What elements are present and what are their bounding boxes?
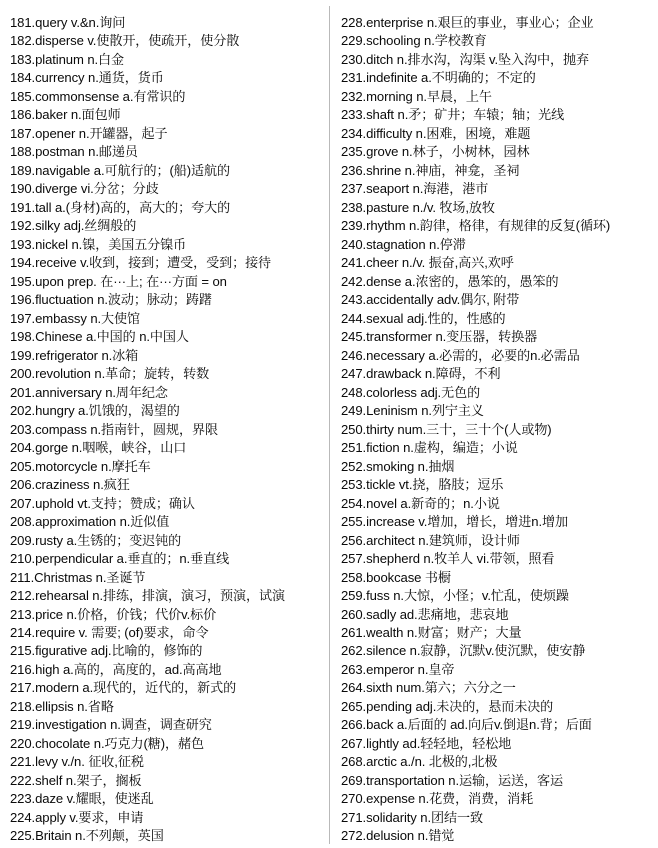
list-item: 255.increase v.增加，增长，增进n.增加 — [341, 514, 568, 530]
list-item: 195.upon prep. 在···上; 在···方面 = on — [10, 273, 227, 289]
list-item: 261.wealth n.财富；财产；大量 — [341, 624, 522, 640]
list-item: 259.fuss n.大惊，小怪；v.忙乱，使烦躁 — [341, 588, 569, 604]
list-item: 198.Chinese a.中国的 n.中国人 — [10, 329, 189, 345]
list-item: 246.necessary a.必需的，必要的n.必需品 — [341, 347, 580, 363]
list-item: 215.figurative adj.比喻的，修饰的 — [10, 643, 203, 659]
list-item: 205.motorcycle n.摩托车 — [10, 458, 151, 474]
left-column — [10, 12, 329, 844]
list-item: 213.price n.价格，价钱；代价v.标价 — [10, 606, 217, 622]
list-item: 258.bookcase 书橱 — [341, 569, 451, 585]
list-item: 196.fluctuation n.波动；脉动；踌躇 — [10, 292, 212, 308]
list-item: 240.stagnation n.停滞 — [341, 236, 466, 252]
list-item: 214.require v. 需要; (of)要求，命令 — [10, 624, 209, 640]
list-item: 249.Leninism n.列宁主义 — [341, 403, 484, 419]
list-item: 192.silky adj.丝绸般的 — [10, 218, 137, 234]
list-item: 234.difficulty n.困难，困境，难题 — [341, 125, 531, 141]
list-item: 267.lightly ad.轻轻地，轻松地 — [341, 735, 512, 751]
list-item: 263.emperor n.皇帝 — [341, 661, 455, 677]
list-item: 182.disperse v.使散开，使疏开，使分散 — [10, 33, 240, 49]
list-item: 257.shepherd n.牧羊人 vi.带领，照看 — [341, 551, 555, 567]
list-item: 260.sadly ad.悲痛地，悲哀地 — [341, 606, 509, 622]
list-item: 233.shaft n.矛；矿井；车辕；轴；光线 — [341, 107, 565, 123]
list-item: 251.fiction n.虚构，编造；小说 — [341, 440, 518, 456]
list-item: 256.architect n.建筑师，设计师 — [341, 532, 520, 548]
list-item: 236.shrine n.神庙，神龛，圣祠 — [341, 162, 520, 178]
list-item: 210.perpendicular a.垂直的；n.垂直线 — [10, 551, 230, 567]
list-item: 217.modern a.现代的，近代的，新式的 — [10, 680, 237, 696]
list-item: 250.thirty num.三十，三十个(人或物) — [341, 421, 552, 437]
list-item: 216.high a.高的，高度的，ad.高高地 — [10, 661, 222, 677]
list-item: 254.novel a.新奇的；n.小说 — [341, 495, 500, 511]
list-item: 194.receive v.收到，接到；遭受，受到；接待 — [10, 255, 272, 271]
list-item: 241.cheer n./v. 振奋,高兴,欢呼 — [341, 255, 514, 271]
list-item: 265.pending adj.未决的，悬而未决的 — [341, 698, 554, 714]
list-item: 271.solidarity n.团结一致 — [341, 809, 483, 825]
list-item: 219.investigation n.调查，调查研究 — [10, 717, 212, 733]
list-item: 235.grove n.林子，小树林，园林 — [341, 144, 530, 160]
list-item: 225.Britain n.不列颠，英国 — [10, 828, 164, 844]
list-item: 243.accidentally adv.偶尔, 附带 — [341, 292, 520, 308]
list-item: 202.hungry a.饥饿的，渴望的 — [10, 403, 180, 419]
list-item: 224.apply v.要求，申请 — [10, 809, 144, 825]
list-item: 181.query v.&n.询问 — [10, 15, 126, 30]
list-item: 203.compass n.指南针，圆规，界限 — [10, 421, 218, 437]
list-item: 270.expense n.花费，消费，消耗 — [341, 791, 534, 807]
list-item: 188.postman n.邮递员 — [10, 144, 138, 160]
list-item: 272.delusion n.错觉 — [341, 828, 455, 844]
list-item: 184.currency n.通货，货币 — [10, 70, 164, 86]
list-item: 204.gorge n.咽喉，峡谷，山口 — [10, 440, 187, 456]
list-item: 220.chocolate n.巧克力(糖)，赭色 — [10, 735, 204, 751]
list-item: 191.tall a.(身材)高的，高大的；夸大的 — [10, 199, 231, 215]
list-item: 247.drawback n.障碍，不利 — [341, 366, 501, 382]
list-item: 197.embassy n.大使馆 — [10, 310, 141, 326]
list-item: 232.morning n.早晨，上午 — [341, 88, 492, 104]
list-item: 245.transformer n.变压器，转换器 — [341, 329, 538, 345]
list-item: 211.Christmas n.圣诞节 — [10, 569, 146, 585]
list-item: 253.tickle vt.挠，胳肢；逗乐 — [341, 477, 504, 493]
list-item: 193.nickel n.镍，美国五分镍币 — [10, 236, 187, 252]
list-item: 209.rusty a.生锈的；变迟钝的 — [10, 532, 182, 548]
list-item: 199.refrigerator n.冰箱 — [10, 347, 139, 363]
list-item: 252.smoking n.抽烟 — [341, 458, 455, 474]
list-item: 206.craziness n.疯狂 — [10, 477, 130, 493]
list-item: 230.ditch n.排水沟，沟渠 v.坠入沟中，抛弃 — [341, 51, 589, 67]
list-item: 228.enterprise n.艰巨的事业，事业心；企业 — [341, 15, 594, 30]
list-item: 262.silence n.寂静，沉默v.使沉默，使安静 — [341, 643, 586, 659]
list-item: 231.indefinite a.不明确的；不定的 — [341, 70, 536, 86]
list-item: 218.ellipsis n.省略 — [10, 698, 114, 714]
list-item: 264.sixth num.第六；六分之一 — [341, 680, 516, 696]
list-item: 223.daze v.耀眼，使迷乱 — [10, 791, 154, 807]
list-item: 201.anniversary n.周年纪念 — [10, 384, 168, 400]
list-item: 200.revolution n.革命；旋转，转数 — [10, 366, 210, 382]
list-item: 269.transportation n.运输，运送，客运 — [341, 772, 563, 788]
list-item: 238.pasture n./v. 牧场,放牧 — [341, 199, 495, 215]
list-item: 229.schooling n.学校教育 — [341, 33, 487, 49]
list-item: 189.navigable a.可航行的；(船)适航的 — [10, 162, 230, 178]
column-divider — [329, 6, 330, 844]
list-item: 207.uphold vt.支持；赞成；确认 — [10, 495, 195, 511]
list-item: 208.approximation n.近似值 — [10, 514, 170, 530]
list-item: 244.sexual adj.性的，性感的 — [341, 310, 506, 326]
list-item: 186.baker n.面包师 — [10, 107, 121, 123]
list-item: 222.shelf n.架子，搁板 — [10, 772, 142, 788]
right-column — [341, 12, 658, 844]
list-item: 187.opener n.开罐器，起子 — [10, 125, 168, 141]
list-item: 242.dense a.浓密的，愚笨的，愚笨的 — [341, 273, 559, 289]
list-item: 183.platinum n.白金 — [10, 51, 125, 67]
list-item: 212.rehearsal n.排练，排演，演习，预演，试演 — [10, 588, 285, 604]
list-item: 221.levy v./n. 征收,征税 — [10, 754, 144, 770]
list-item: 248.colorless adj.无色的 — [341, 384, 481, 400]
list-item: 185.commonsense a.有常识的 — [10, 88, 186, 104]
list-item: 190.diverge vi.分岔；分歧 — [10, 181, 159, 197]
list-item: 266.back a.后面的 ad.向后v.倒退n.背；后面 — [341, 717, 592, 733]
list-item: 239.rhythm n.韵律，格律，有规律的反复(循环) — [341, 218, 611, 234]
list-item: 237.seaport n.海港，港市 — [341, 181, 489, 197]
list-item: 268.arctic a./n. 北极的,北极 — [341, 754, 498, 770]
